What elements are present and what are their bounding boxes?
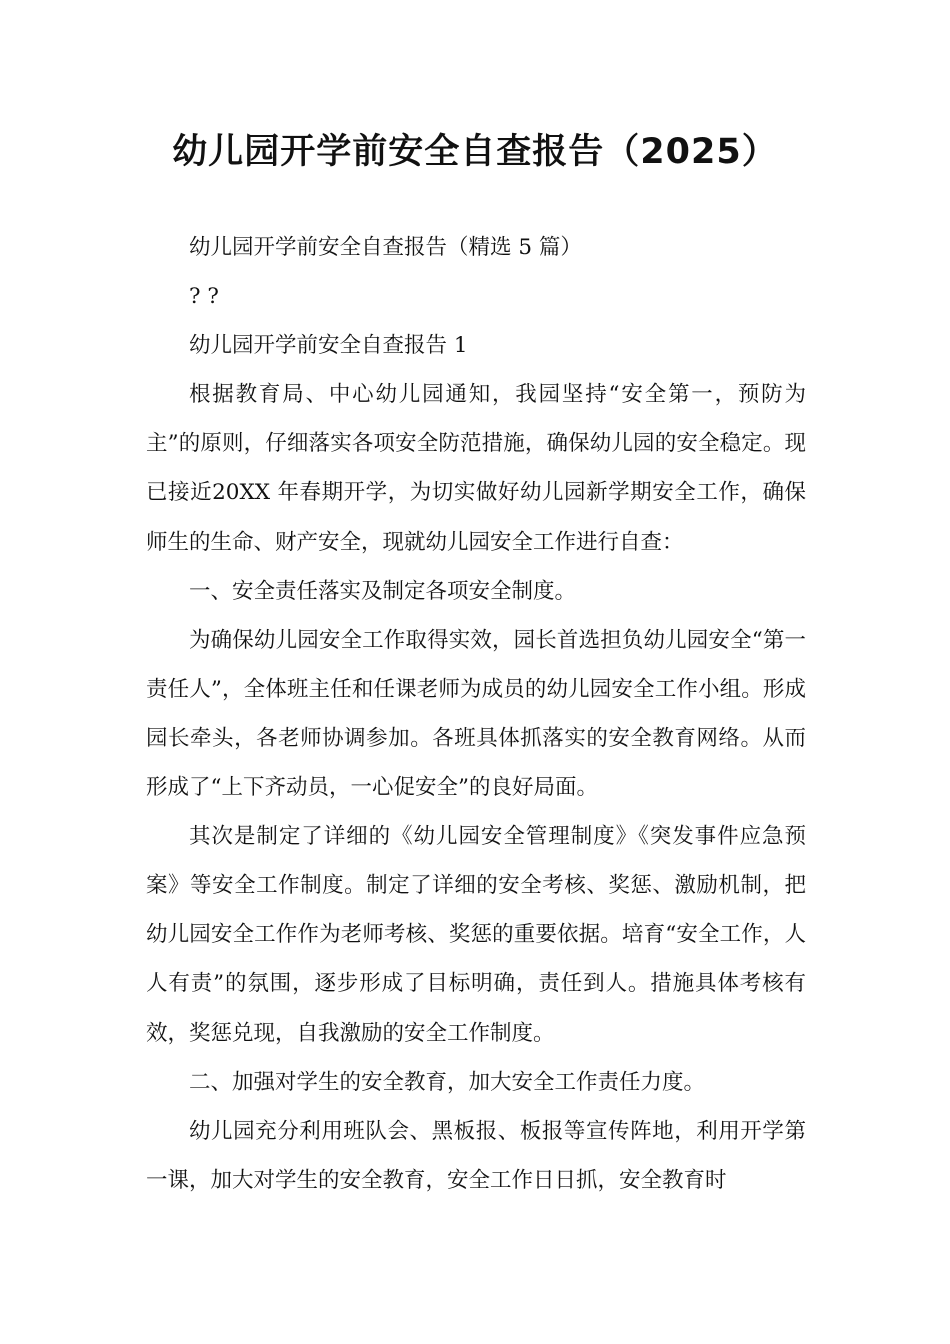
- body-paragraph: 其次是制定了详细的《幼儿园安全管理制度》《突发事件应急预案》等安全工作制度。制定了详细的安全考核、奖惩、激励机制，把幼儿园安全工作作为老师考核、奖惩的重要依据。培育“安全工作，人人有责”的氛围，逐步形成了目标明确，责任到人。措施具体考核有效，奖惩兑现，自我激励的安全工作制度。: [146, 824, 806, 1046]
- section-heading: 幼儿园开学前安全自查报告 1: [189, 333, 468, 359]
- subtitle-paragraph: 幼儿园开学前安全自查报告（精选 5 篇）: [189, 235, 582, 260]
- section-heading: 二、加强对学生的安全教育，加大安全工作责任力度。: [189, 1069, 706, 1095]
- document-body: [146, 223, 806, 1205]
- body-paragraph: 幼儿园充分利用班队会、黑板报、板报等宣传阵地，利用开学第一课，加大对学生的安全教育，安全工作日日抓，安全教育时: [146, 1118, 806, 1193]
- placeholder-marks: ? ?: [189, 284, 219, 310]
- section-heading: 一、安全责任落实及制定各项安全制度。: [189, 578, 577, 604]
- body-paragraph: 为确保幼儿园安全工作取得实效，园长首选担负幼儿园安全“第一责任人”，全体班主任和任课老师为成员的幼儿园安全工作小组。形成园长牵头，各老师协调参加。各班具体抓落实的安全教育网络。从而形成了“上下齐动员，一心促安全”的良好局面。: [146, 627, 806, 801]
- body-paragraph: 根据教育局、中心幼儿园通知，我园坚持“安全第一，预防为主”的原则，仔细落实各项安全防范措施，确保幼儿园的安全稳定。现已接近20XX 年春期开学，为切实做好幼儿园新学期安全工作，确保师生的生命、财产安全，现就幼儿园安全工作进行自查：: [146, 382, 806, 555]
- document-title: 幼儿园开学前安全自查报告（2025）: [172, 132, 778, 172]
